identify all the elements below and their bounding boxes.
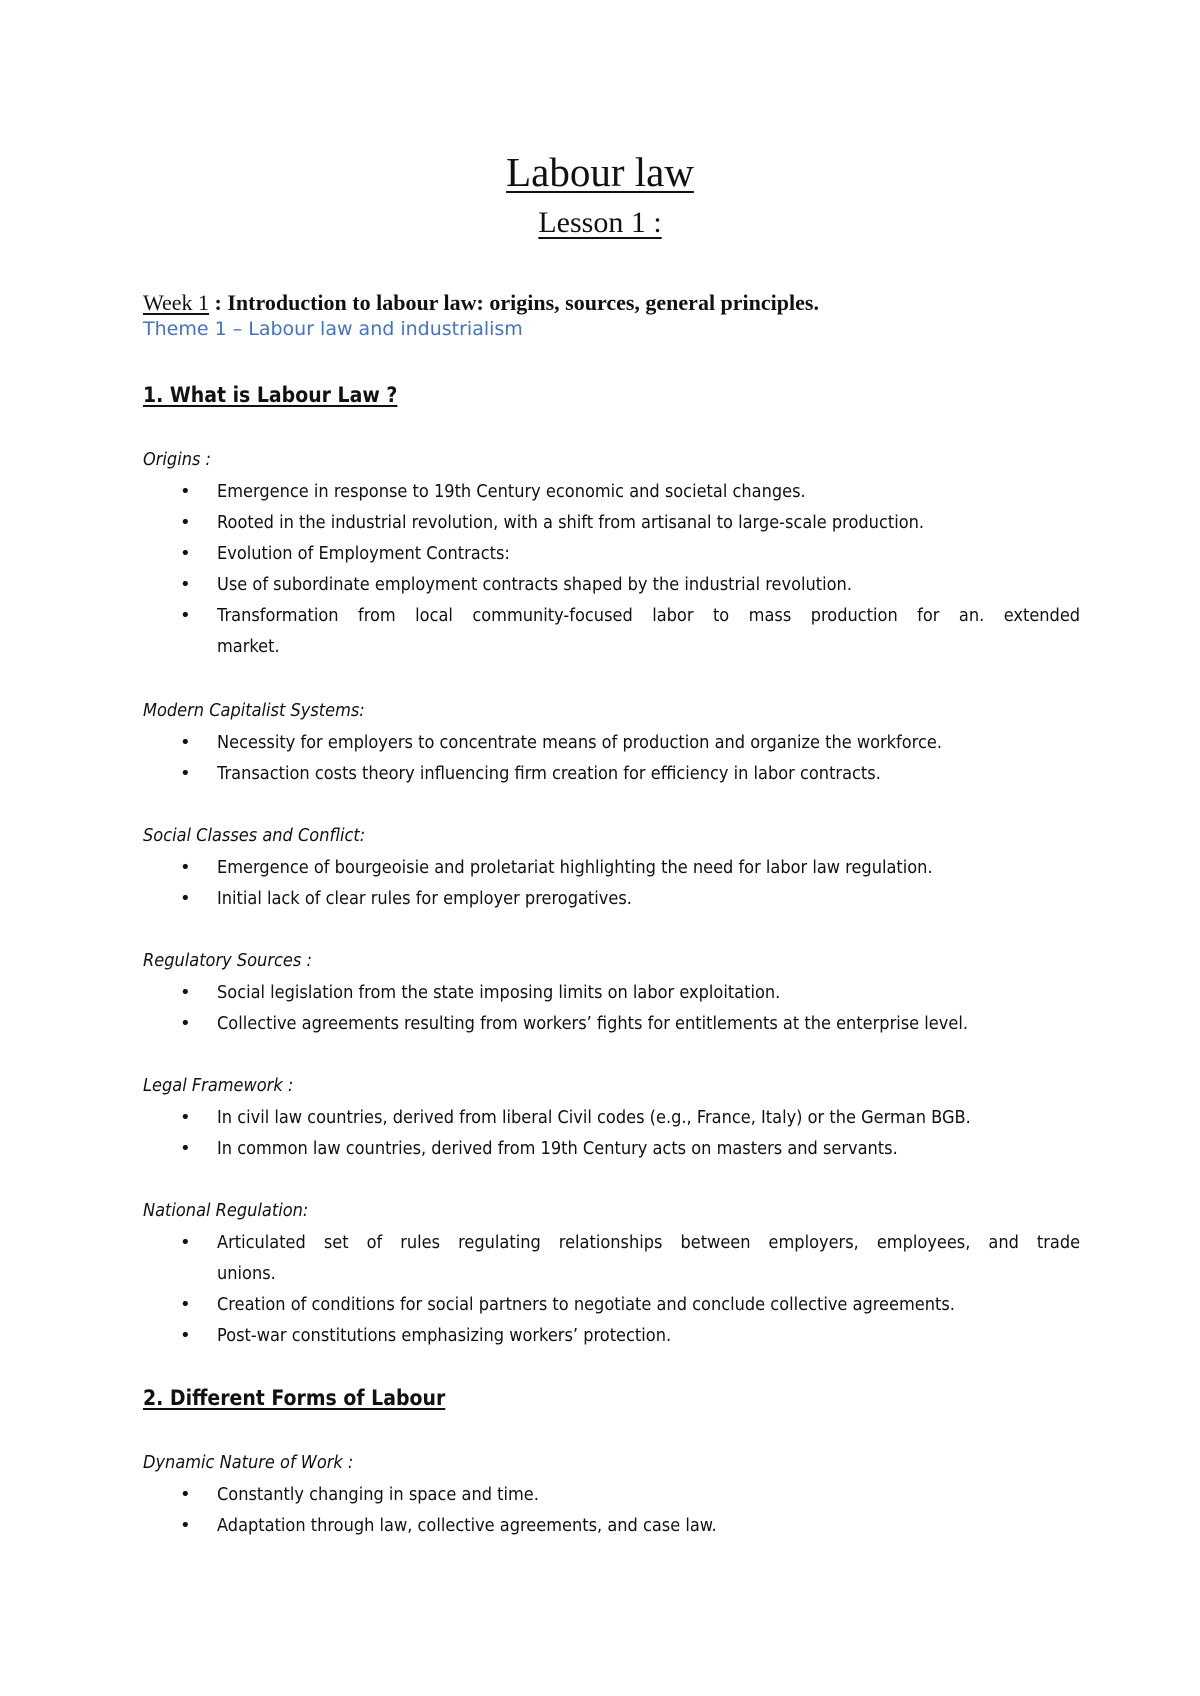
bullet-icon: •: [180, 857, 191, 878]
bullet-icon: •: [180, 1484, 191, 1505]
lesson-subtitle: Lesson 1 :: [538, 206, 662, 239]
section-heading: 1. What is Labour Law ?: [143, 383, 398, 407]
bullet-icon: •: [180, 763, 191, 784]
bullet-icon: •: [180, 605, 191, 626]
subsection-label: Origins :: [143, 449, 212, 470]
bullet-icon: •: [180, 732, 191, 753]
subsection-label: Legal Framework :: [143, 1075, 294, 1096]
bullet-icon: •: [180, 888, 191, 909]
bullet-icon: •: [180, 1107, 191, 1128]
bullet-icon: •: [180, 574, 191, 595]
document-title: Labour law: [506, 149, 694, 195]
bullet-icon: •: [180, 1013, 191, 1034]
subsection-label: Social Classes and Conflict:: [143, 825, 366, 846]
bullet-icon: •: [180, 512, 191, 533]
list-item: • Transformation from local community-focused labor to mass production for an. extended market.: [180, 600, 1060, 662]
list-item: • Articulated set of rules regulating relationships between employers, employees, and trade unions.: [180, 1227, 1060, 1289]
week-heading: Week 1 : Introduction to labour law: origins, sources, general principles.: [143, 290, 819, 315]
bullet-icon: •: [180, 543, 191, 564]
bullet-icon: •: [180, 1515, 191, 1536]
subsection-label: Dynamic Nature of Work :: [143, 1452, 354, 1473]
bullet-icon: •: [180, 1294, 191, 1315]
theme-heading: Theme 1 – Labour law and industrialism: [143, 318, 523, 340]
bullet-icon: •: [180, 982, 191, 1003]
document-page: Labour law Lesson 1 : Week 1 : Introduction to labour law: origins, sources, general principles. Theme 1 – Labour law and industrialism 1. What is Labour Law ? Origins : • Emergence in response to 19th Century economic and societal changes. • Rooted in the industrial revolution, with a shift from artisanal to large-scale production. • Evolution of Employment Contracts: • Use of subordinate employment contracts shaped by the industrial revolution. • Transformation from local community-focused labor to mass production for an. extended market. Modern Capitalist Systems: • Necessity for employers to concentrate means of production and organize the workforce. • Transaction costs theory influencing firm creation for efficiency in labor contracts. Social Classes and Conflict: • Emergence of bourgeoisie and proletariat highlighting the need for labor law regulation. • Initial lack of clear rules for employer prerogatives. Regulatory Sources : • Social legislation from the state imposing limits on labor exploitation. • Collective agreements resulting from workers’ fights for entitlements at the enterprise level. Legal Framework : • In civil law countries, derived from liberal Civil codes (e.g., France, Italy) or the German BGB. • In common law countries, derived from 19th Century acts on masters and servants. National Regulation: • Articulated set of rules regulating relationships between employers, employees, and trade unions. • Creation of conditions for social partners to negotiate and conclude collective agreements. • Post-war constitutions emphasizing workers’ protection. 2. Different Forms of Labour Dynamic Nature of Work : • Constantly changing in space and time. • Adaptation through law, collective agreements, and case law.: [0, 0, 1200, 1696]
subsection-label: Modern Capitalist Systems:: [143, 700, 365, 721]
bullet-icon: •: [180, 481, 191, 502]
subsection-label: Regulatory Sources :: [143, 950, 312, 971]
bullet-icon: •: [180, 1232, 191, 1253]
subsection-label: National Regulation:: [143, 1200, 309, 1221]
bullet-icon: •: [180, 1325, 191, 1346]
bullet-icon: •: [180, 1138, 191, 1159]
section-heading: 2. Different Forms of Labour: [143, 1386, 446, 1410]
